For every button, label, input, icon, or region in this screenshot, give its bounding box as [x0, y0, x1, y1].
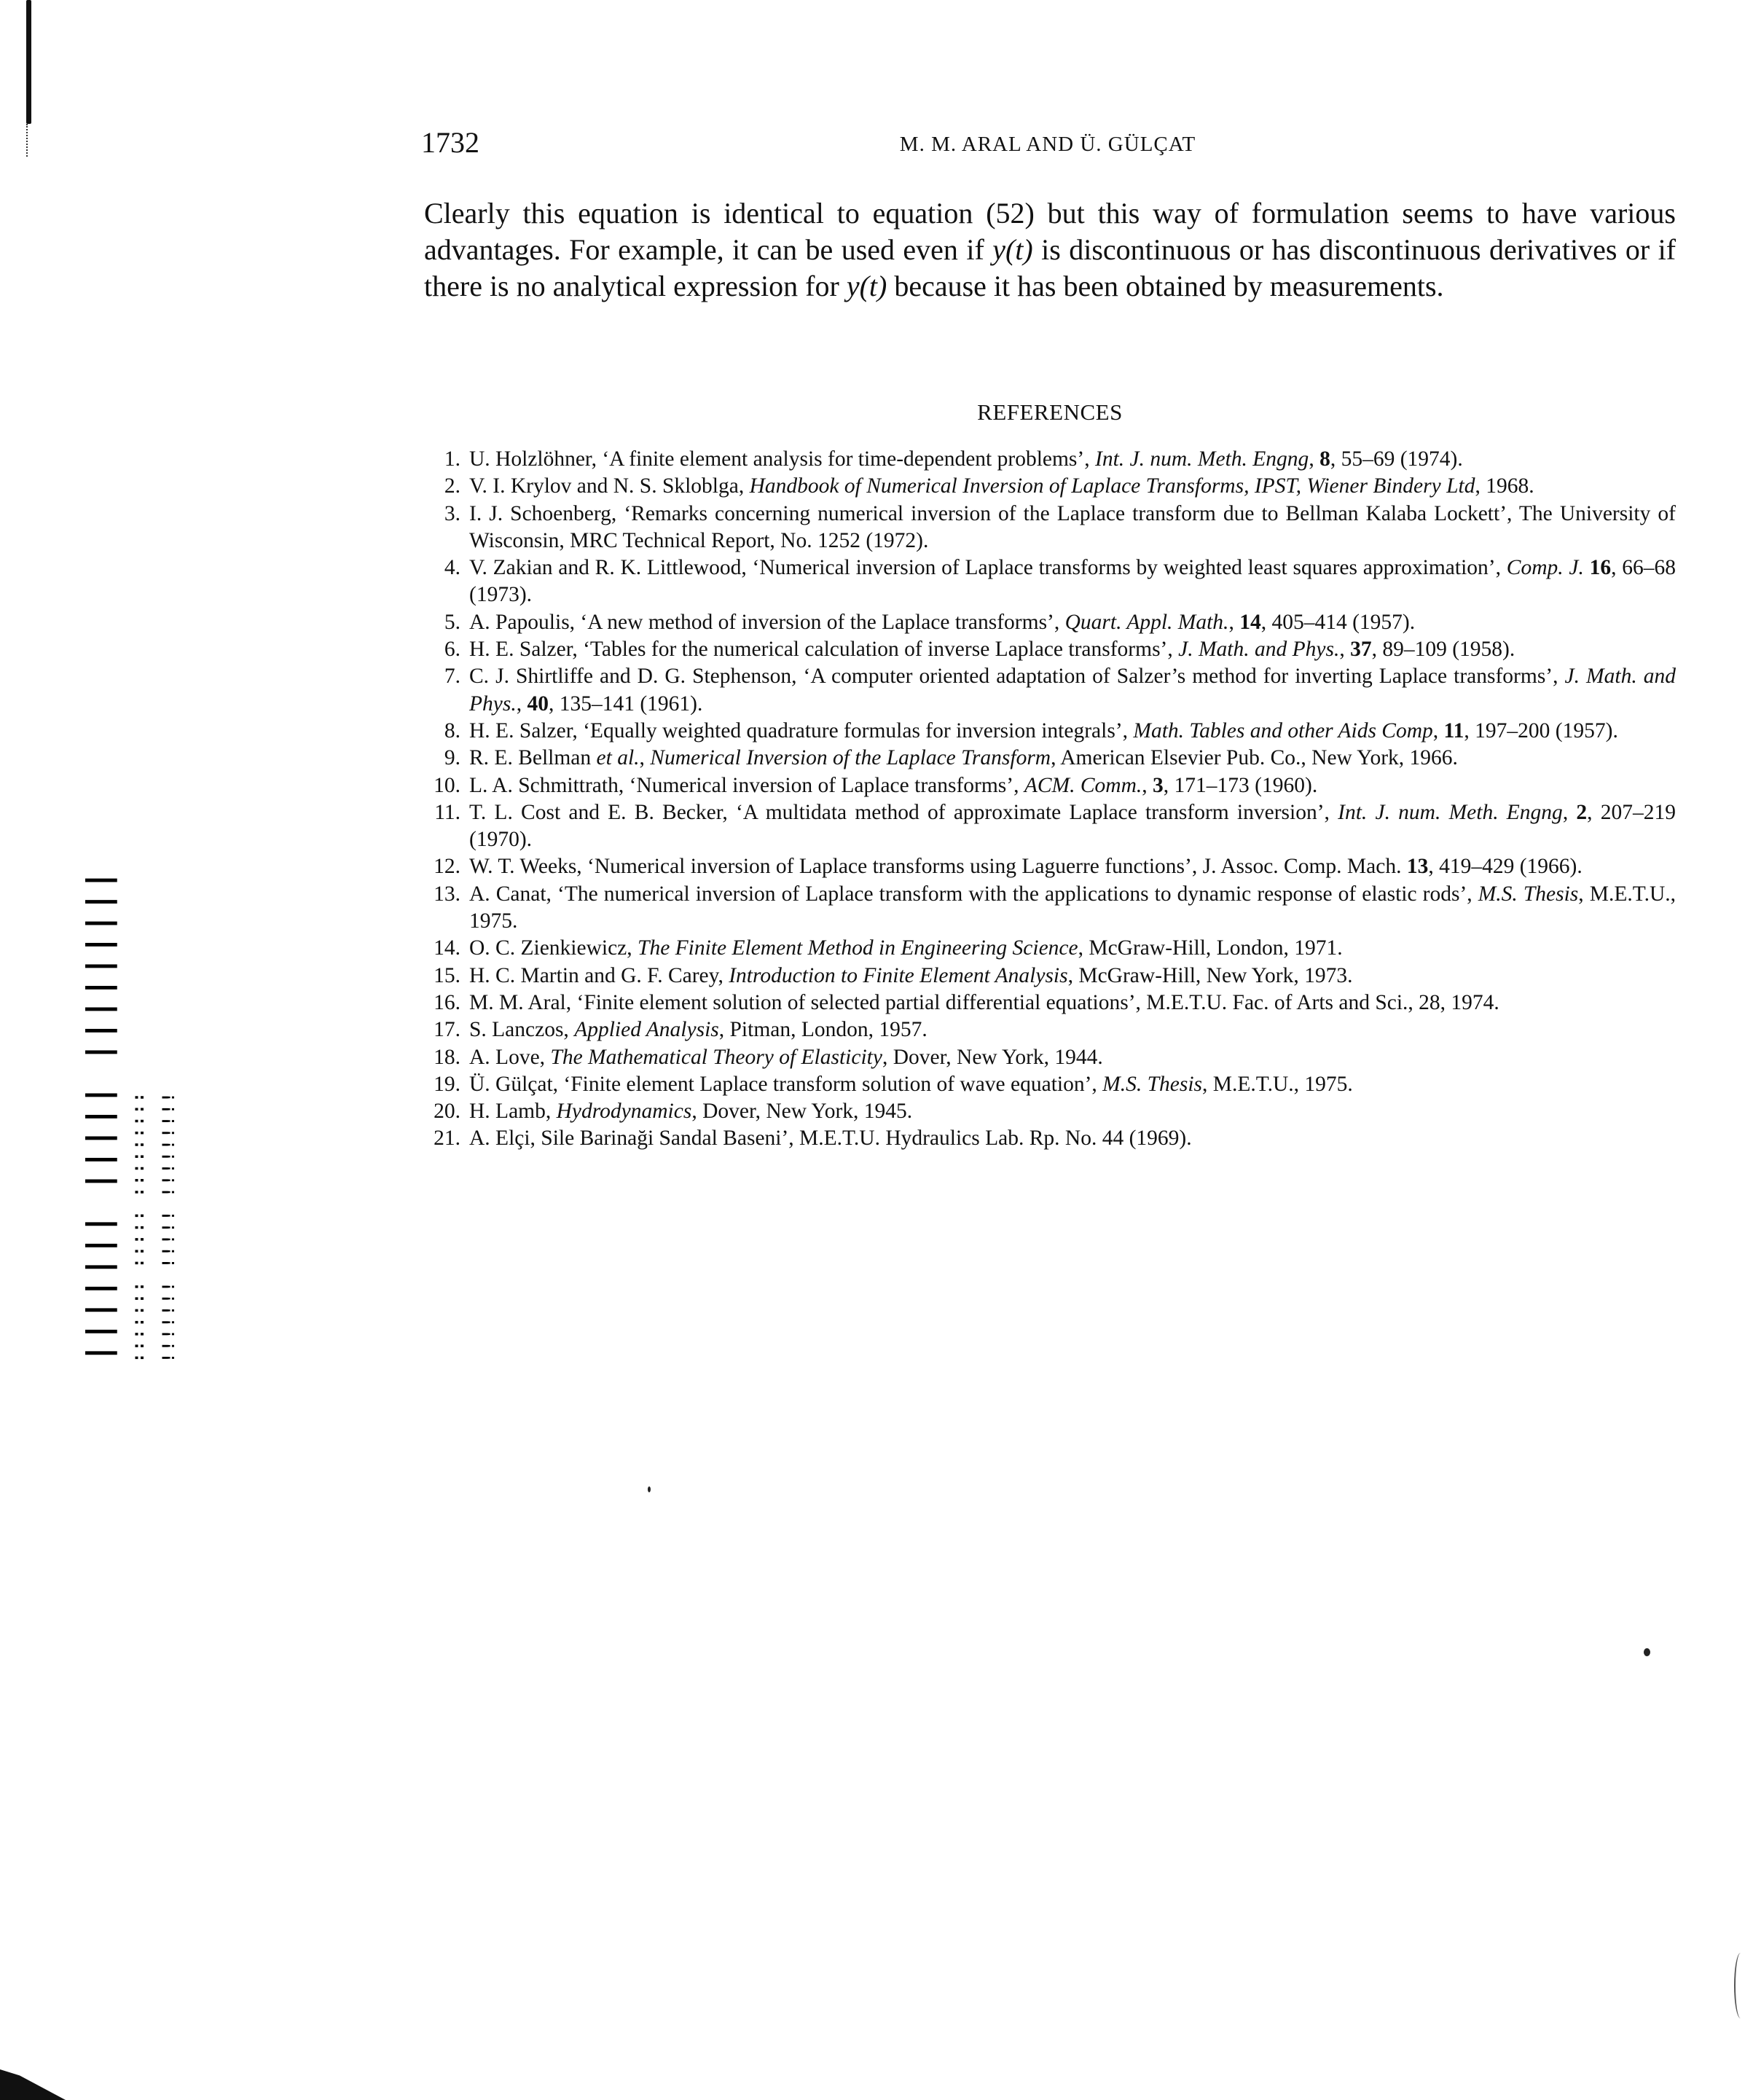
reference-item [424, 772, 1676, 799]
scan-speck [648, 1486, 651, 1492]
reference-number: 4. [444, 556, 460, 580]
reference-number: 18. [434, 1045, 460, 1069]
reference-text: , McGraw-Hill, London, 1971. [1078, 936, 1343, 960]
reference-item [424, 881, 1676, 936]
reference-number: 17. [434, 1018, 460, 1042]
scan-right-mark [1734, 1953, 1747, 2018]
reference-item [424, 1125, 1676, 1152]
reference-text: , [639, 746, 651, 770]
reference-text: A. Elçi, Sile Barinaği Sandal Baseni’, M.E.T.U. Hydraulics Lab. Rp. No. 44 (1969). [469, 1127, 1192, 1151]
reference-number: 7. [444, 665, 460, 689]
reference-item [424, 663, 1676, 718]
reference-italic-text: Numerical Inversion of the Laplace Transform [650, 746, 1051, 770]
reference-text: T. L. Cost and E. B. Becker, ‘A multidata method of approximate Laplace transform inversion’, [469, 800, 1338, 824]
reference-text: , [1142, 773, 1153, 797]
reference-volume: 16 [1589, 556, 1612, 580]
reference-italic-text: Math. Tables and other Aids Comp [1133, 718, 1433, 743]
reference-italic-text: M.S. Thesis [1102, 1072, 1203, 1096]
reference-volume: 2 [1576, 800, 1588, 824]
paragraph-text: Clearly this equation is identical to equation (52) but this way of formulation seems to have various advantages. For example, it can be used even if [424, 197, 1676, 266]
running-head: M. M. ARAL AND Ü. GÜLÇAT [899, 133, 1196, 156]
reference-item [424, 446, 1676, 473]
reference-volume: 11 [1443, 718, 1464, 743]
reference-text: , [1339, 638, 1351, 662]
reference-text: , [1432, 718, 1444, 743]
reference-text: , [1309, 447, 1320, 471]
reference-italic-text: Int. J. num. Meth. Engng [1338, 800, 1563, 824]
reference-text: H. C. Martin and G. F. Carey, [469, 963, 729, 987]
reference-italic-text: The Mathematical Theory of Elasticity [550, 1045, 882, 1069]
reference-text: , 197–200 (1957). [1464, 718, 1618, 743]
reference-italic-text: Int. J. num. Meth. Engng [1095, 447, 1309, 471]
reference-text: , 419–429 (1966). [1428, 855, 1583, 879]
stamp-line: !!!!!!! !!!!! !!!!!!!!! [160, 1090, 179, 1363]
reference-text: A. Canat, ‘The numerical inversion of Laplace transform with the applications to dynamic response of elastic rods’, [469, 882, 1478, 906]
reference-item [424, 963, 1676, 990]
scan-edge-dots [26, 124, 29, 157]
reference-number: 15. [434, 963, 460, 987]
reference-item [424, 1044, 1676, 1071]
reference-item [424, 990, 1676, 1016]
reference-text: , M.E.T.U., 1975. [1202, 1072, 1353, 1096]
scan-corner-smudge [0, 2069, 66, 2100]
reference-item [424, 799, 1676, 854]
reference-text: , 89–109 (1958). [1371, 638, 1515, 662]
reference-item [424, 473, 1676, 500]
reference-italic-text: J. Math. and Phys. [1178, 638, 1340, 662]
reference-number: 11. [434, 800, 460, 824]
reference-number: 2. [444, 474, 460, 498]
reference-italic-text: ACM. Comm. [1024, 773, 1142, 797]
reference-text: , 1968. [1475, 474, 1534, 498]
reference-text: , McGraw-Hill, New York, 1973. [1067, 963, 1353, 987]
reference-text: , M.E.T.U., 1975. [469, 882, 1676, 933]
reference-italic-text: J. Math. and Phys. [469, 665, 1676, 716]
reference-text: L. A. Schmittrath, ‘Numerical inversion of Laplace transforms’, [469, 773, 1024, 797]
reference-text: , [1228, 610, 1240, 634]
reference-list [424, 446, 1676, 1153]
stamp-line: ||||||| ||||| ||||||||| [80, 868, 117, 1363]
reference-item [424, 745, 1676, 772]
reference-text: , 207–219 (1970). [469, 800, 1676, 852]
stamp-line: ::::::: ::::: ::::::::: [130, 1090, 148, 1363]
reference-number: 12. [434, 855, 460, 879]
reference-number: 13. [434, 882, 460, 906]
scan-edge-line [26, 0, 31, 124]
reference-text: M. M. Aral, ‘Finite element solution of selected partial differential equations’, M.E.T.U. Fac. of Arts and Sci., 28, 1974. [469, 990, 1499, 1014]
reference-text: , 171–173 (1960). [1163, 773, 1318, 797]
reference-item [424, 609, 1676, 636]
reference-text: A. Papoulis, ‘A new method of inversion of the Laplace transforms’, [469, 610, 1065, 634]
reference-italic-text: M.S. Thesis [1478, 882, 1579, 906]
reference-italic-text: et al. [596, 746, 640, 770]
reference-number: 16. [434, 990, 460, 1014]
reference-volume: 13 [1406, 855, 1429, 879]
reference-number: 1. [444, 447, 460, 471]
reference-text: , Pitman, London, 1957. [718, 1018, 928, 1042]
math-expression: y(t) [992, 233, 1033, 266]
reference-text: , 405–414 (1957). [1260, 610, 1416, 634]
reference-number: 20. [434, 1100, 460, 1124]
reference-number: 10. [434, 773, 460, 797]
reference-number: 19. [434, 1072, 460, 1096]
page-number: 1732 [421, 126, 479, 159]
references-heading: REFERENCES [977, 399, 1123, 425]
reference-text: O. C. Zienkiewicz, [469, 936, 638, 960]
reference-italic-text: The Finite Element Method in Engineering Science [638, 936, 1078, 960]
reference-number: 21. [434, 1127, 460, 1151]
reference-text: I. J. Schoenberg, ‘Remarks concerning numerical inversion of the Laplace transform due to Bellman Kalaba Lockett’, The University of Wisconsin, MRC Technical Report, No. 1252 (1972). [469, 501, 1676, 552]
reference-text: H. E. Salzer, ‘Equally weighted quadrature formulas for inversion integrals’, [469, 718, 1134, 743]
reference-text: W. T. Weeks, ‘Numerical inversion of Laplace transforms using Laguerre functions’, J. Assoc. Comp. Mach. [469, 855, 1407, 879]
reference-number: 14. [434, 936, 460, 960]
reference-italic-text: Comp. J. [1506, 556, 1584, 580]
reference-text [1584, 556, 1590, 579]
paragraph-text: because it has been obtained by measurements. [887, 270, 1444, 302]
reference-number: 3. [444, 501, 460, 525]
reference-item [424, 1098, 1676, 1125]
page-header [421, 125, 1674, 162]
reference-text: , 66–68 (1973). [469, 556, 1676, 607]
reference-text: Ü. Gülçat, ‘Finite element Laplace transform solution of wave equation’, [469, 1072, 1103, 1096]
reference-text: , [1562, 800, 1577, 824]
reference-volume: 8 [1319, 447, 1330, 471]
reference-text: H. Lamb, [469, 1100, 557, 1124]
reference-item [424, 935, 1676, 962]
reference-item [424, 718, 1676, 745]
reference-item [424, 1071, 1676, 1098]
reference-italic-text: Introduction to Finite Element Analysis [729, 963, 1068, 987]
reference-number: 8. [444, 718, 460, 743]
reference-number: 6. [444, 638, 460, 662]
reference-text: , 55–69 (1974). [1330, 447, 1463, 471]
reference-item [424, 555, 1676, 609]
reference-italic-text: Applied Analysis [574, 1018, 719, 1042]
reference-volume: 3 [1153, 773, 1164, 797]
math-expression: y(t) [846, 270, 887, 302]
reference-item [424, 1016, 1676, 1043]
reference-text: R. E. Bellman [469, 746, 597, 770]
reference-number: 5. [444, 610, 460, 634]
reference-italic-text: Handbook of Numerical Inversion of Laplace Transforms, IPST, Wiener Bindery Ltd [749, 474, 1475, 498]
body-paragraph [424, 195, 1676, 305]
reference-number: 9. [444, 746, 460, 770]
paragraph-text: is discontinuous or has discontinuous derivatives or if there is no analytical expression for [424, 233, 1676, 302]
reference-text: S. Lanczos, [469, 1018, 575, 1042]
reference-item [424, 636, 1676, 663]
reference-text: U. Holzlöhner, ‘A finite element analysis for time-dependent problems’, [469, 447, 1095, 471]
reference-text: H. E. Salzer, ‘Tables for the numerical calculation of inverse Laplace transforms’, [469, 638, 1179, 662]
reference-text: , Dover, New York, 1945. [691, 1100, 913, 1124]
reference-italic-text: Hydrodynamics [556, 1100, 692, 1124]
reference-text: , [516, 691, 528, 716]
reference-text: V. I. Krylov and N. S. Skloblga, [469, 474, 750, 498]
library-stamp-icon [73, 868, 204, 1363]
reference-text: , Dover, New York, 1944. [882, 1045, 1103, 1069]
scan-speck [1644, 1648, 1650, 1656]
reference-item [424, 853, 1676, 880]
reference-text: , American Elsevier Pub. Co., New York, 1966. [1051, 746, 1458, 770]
reference-italic-text: Quart. Appl. Math. [1064, 610, 1229, 634]
reference-item [424, 501, 1676, 555]
reference-text: V. Zakian and R. K. Littlewood, ‘Numerical inversion of Laplace transforms by weighted least squares approximation’, [469, 556, 1507, 580]
reference-text: C. J. Shirtliffe and D. G. Stephenson, ‘A computer oriented adaptation of Salzer’s method for inverting Laplace transforms’, [469, 665, 1565, 689]
reference-text: A. Love, [469, 1045, 551, 1069]
reference-volume: 14 [1239, 610, 1261, 634]
reference-volume: 37 [1350, 638, 1372, 662]
reference-volume: 40 [527, 691, 549, 716]
reference-text: , 135–141 (1961). [548, 691, 703, 716]
